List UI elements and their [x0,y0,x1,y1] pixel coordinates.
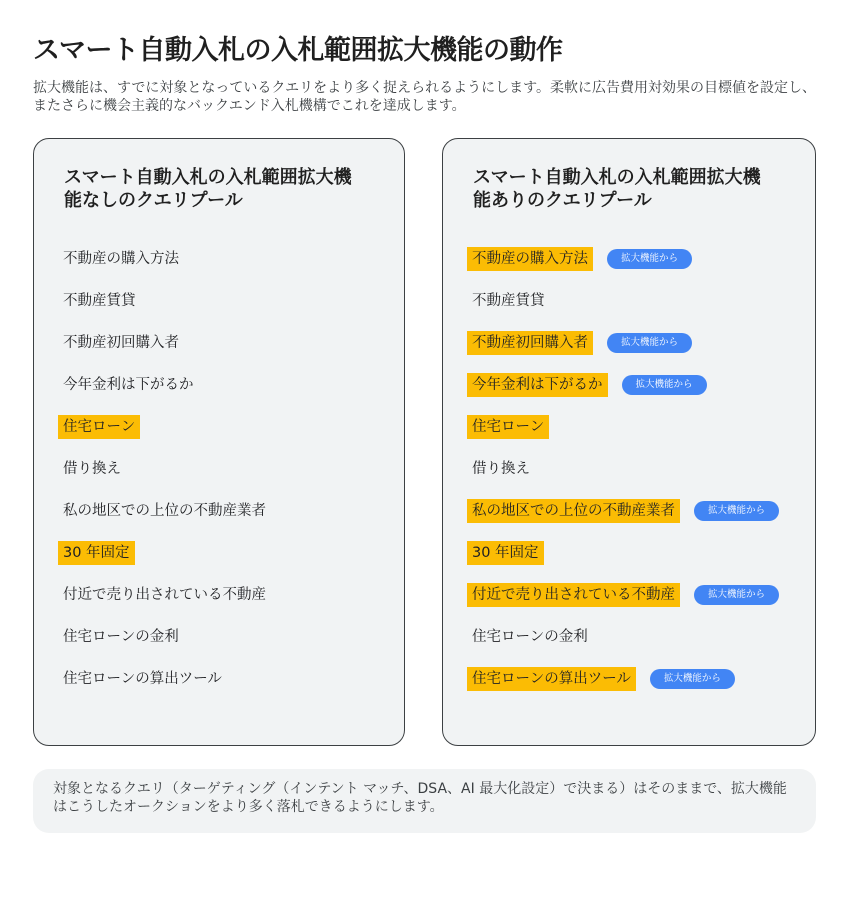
page-title: スマート自動入札の入札範囲拡大機能の動作 [33,35,563,66]
left-query-item [58,331,184,355]
left-query-text: 住宅ローン [58,415,140,439]
left-query-text: 30 年固定 [58,541,135,565]
expansion-badge: 拡大機能から [622,375,707,395]
right-query-item [467,499,779,523]
right-query-text: 住宅ローンの金利 [472,629,588,645]
right-panel-title: スマート自動入札の入札範囲拡大機能ありのクエリプール [473,167,761,211]
left-query-pool-panel [33,138,405,746]
left-query-item [58,373,199,397]
left-query-item [58,457,126,481]
left-query-text: 付近で売り出されている不動産 [63,587,266,603]
right-query-text: 不動産初回購入者 [467,331,593,355]
right-query-item [467,415,549,439]
footer-note: 対象となるクエリ（ターゲティング（インテント マッチ、DSA、AI 最大化設定）で決まる）はそのままで、拡大機能はこうしたオークションをより多く落札できるようにします。 [33,769,816,833]
right-query-text: 借り換え [472,461,530,477]
right-query-text: 今年金利は下がるか [467,373,608,397]
right-query-item [467,583,779,607]
left-query-item [58,667,227,691]
left-query-item [58,499,271,523]
right-query-text: 住宅ローン [467,415,549,439]
right-query-item [467,331,692,355]
right-query-text: 不動産賃貸 [472,293,545,309]
left-query-text: 私の地区での上位の不動産業者 [63,503,266,519]
right-query-text: 住宅ローンの算出ツール [467,667,636,691]
expansion-badge: 拡大機能から [650,669,735,689]
expansion-badge: 拡大機能から [694,585,779,605]
expansion-badge: 拡大機能から [694,501,779,521]
right-query-item [467,289,550,313]
right-query-pool-panel [442,138,816,746]
right-query-item [467,457,535,481]
expansion-badge: 拡大機能から [607,249,692,269]
left-query-text: 不動産賃貸 [63,293,136,309]
right-query-text: 付近で売り出されている不動産 [467,583,680,607]
left-query-text: 住宅ローンの算出ツール [63,671,222,687]
left-query-item [58,541,135,565]
left-panel-title: スマート自動入札の入札範囲拡大機能なしのクエリプール [64,167,352,211]
intro-text: 拡大機能は、すでに対象となっているクエリをより多く捉えられるようにします。柔軟に広告費用対効果の目標値を設定し、またさらに機会主義的なバックエンド入札機構でこれを達成します。 [33,80,817,114]
left-query-item [58,247,184,271]
right-query-item [467,541,544,565]
left-query-item [58,415,140,439]
left-query-text: 不動産初回購入者 [63,335,179,351]
left-query-text: 今年金利は下がるか [63,377,194,393]
left-query-item [58,289,141,313]
right-query-text: 30 年固定 [467,541,544,565]
left-query-item [58,583,271,607]
right-query-item [467,667,735,691]
expansion-badge: 拡大機能から [607,333,692,353]
right-query-text: 不動産の購入方法 [467,247,593,271]
right-query-item [467,247,692,271]
right-query-item [467,625,593,649]
left-query-text: 借り換え [63,461,121,477]
left-query-text: 不動産の購入方法 [63,251,179,267]
left-query-item [58,625,184,649]
right-query-item [467,373,707,397]
right-query-text: 私の地区での上位の不動産業者 [467,499,680,523]
left-query-text: 住宅ローンの金利 [63,629,179,645]
